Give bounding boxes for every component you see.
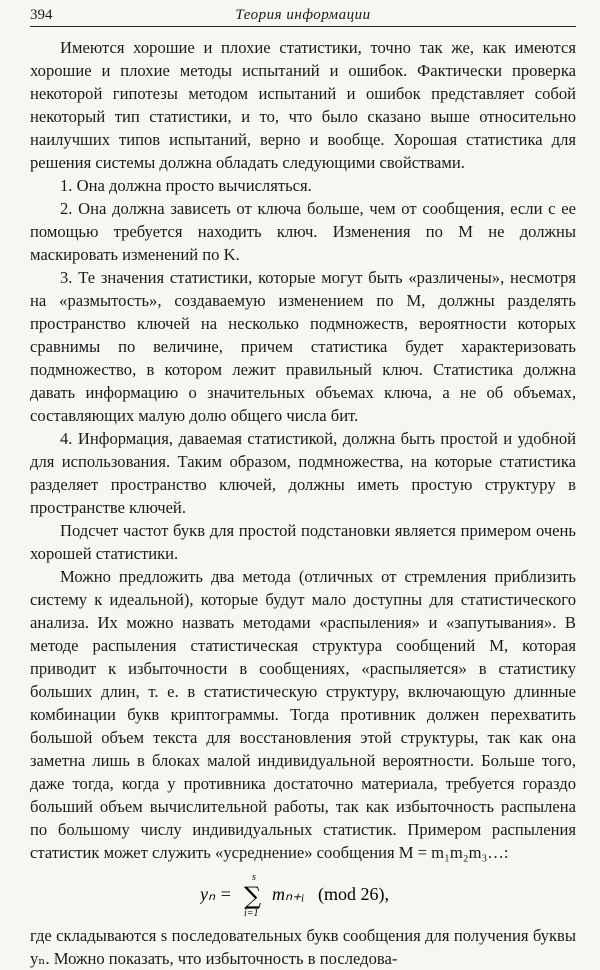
formula-term: mₙ₊ᵢ [272,884,305,904]
list-item-4: 4. Информация, даваемая статистикой, должна быть простой и удобной для использования. Таким образом, подмножества, на которые статистика разделяет пространство ключей, должны иметь простую структуру в пространстве ключей. [30,429,576,517]
formula-graphic [200,870,420,920]
list-item-1: 1. Она должна просто вычисляться. [60,176,312,195]
summation-formula [30,870,576,920]
sum-lower-limit: i=1 [244,908,259,919]
list-item-3: 3. Те значения статистики, которые могут быть «различены», несмотря на «размытость», создаваемую изменением по M, должны разделять пространство ключей на несколько подмножеств, вероятности которых сравнимы по величине, причем статистика будет характеризовать подмножество, в котором лежит правильный ключ. Статистика должна давать информацию о значительных объемах ключа, а не об объемах, составляющих малую долю общего числа бит. [30,268,576,425]
paragraph-after-formula: где складываются s последовательных букв сообщения для получения буквы yₙ. Можно показать, что избыточность в последова- [30,926,576,968]
page-body [30,36,576,970]
page-number: 394 [30,7,53,23]
formula-modulus: (mod 26), [318,884,389,904]
paragraph-intro: Имеются хорошие и плохие статистики, точно так же, как имеются хорошие и плохие методы испытаний и ошибок. Фактически проверка некоторой гипотезы методом испытаний и ошибок представляет собой некоторый тип статистики, и то, что было сказано выше относительно наилучших типов испытаний, верно и вообще. Хорошая статистика для решения системы должна обладать следующими свойствами. [30,38,576,172]
sum-symbol: ∑ [244,882,262,910]
list-item-2: 2. Она должна зависеть от ключа больше, чем от сообщения, если с ее помощью требуется находить ключ. Изменения по M не должны маскировать изменений по K. [30,199,576,264]
paragraph-diffusion: Можно предложить два метода (отличных от стремления приблизить систему к идеальной), которые будут мало доступны для статистического анализа. Их можно назвать методами «распыления» и «запутывания». В методе распыления статистическая структура сообщений M, которая приводит к избыточности в сообщениях, «распыляется» в статистику больших длин, т. е. в статистическую структуру, включающую длинные комбинации букв криптограммы. Тогда противник должен перехватить большой объем текста для восстановления этой структуры, так как она заметна лишь в блоках малой индивидуальной вероятности. Больше того, даже тогда, когда у противника достаточно материала, требуется гораздо больший объем вычислительной работы, так как избыточность распылена по большому числу индивидуальных статистик. Примером распыления статистик может служить «усреднение» сообщения M = m₁m₂m₃…: [30,567,576,862]
sum-upper-limit: s [252,872,256,883]
running-title: Теория информации [235,7,371,23]
formula-lhs: yₙ = [200,884,232,904]
page-header [30,4,576,27]
paragraph-frequency: Подсчет частот букв для простой подстановки является примером очень хорошей статистики. [30,521,576,563]
